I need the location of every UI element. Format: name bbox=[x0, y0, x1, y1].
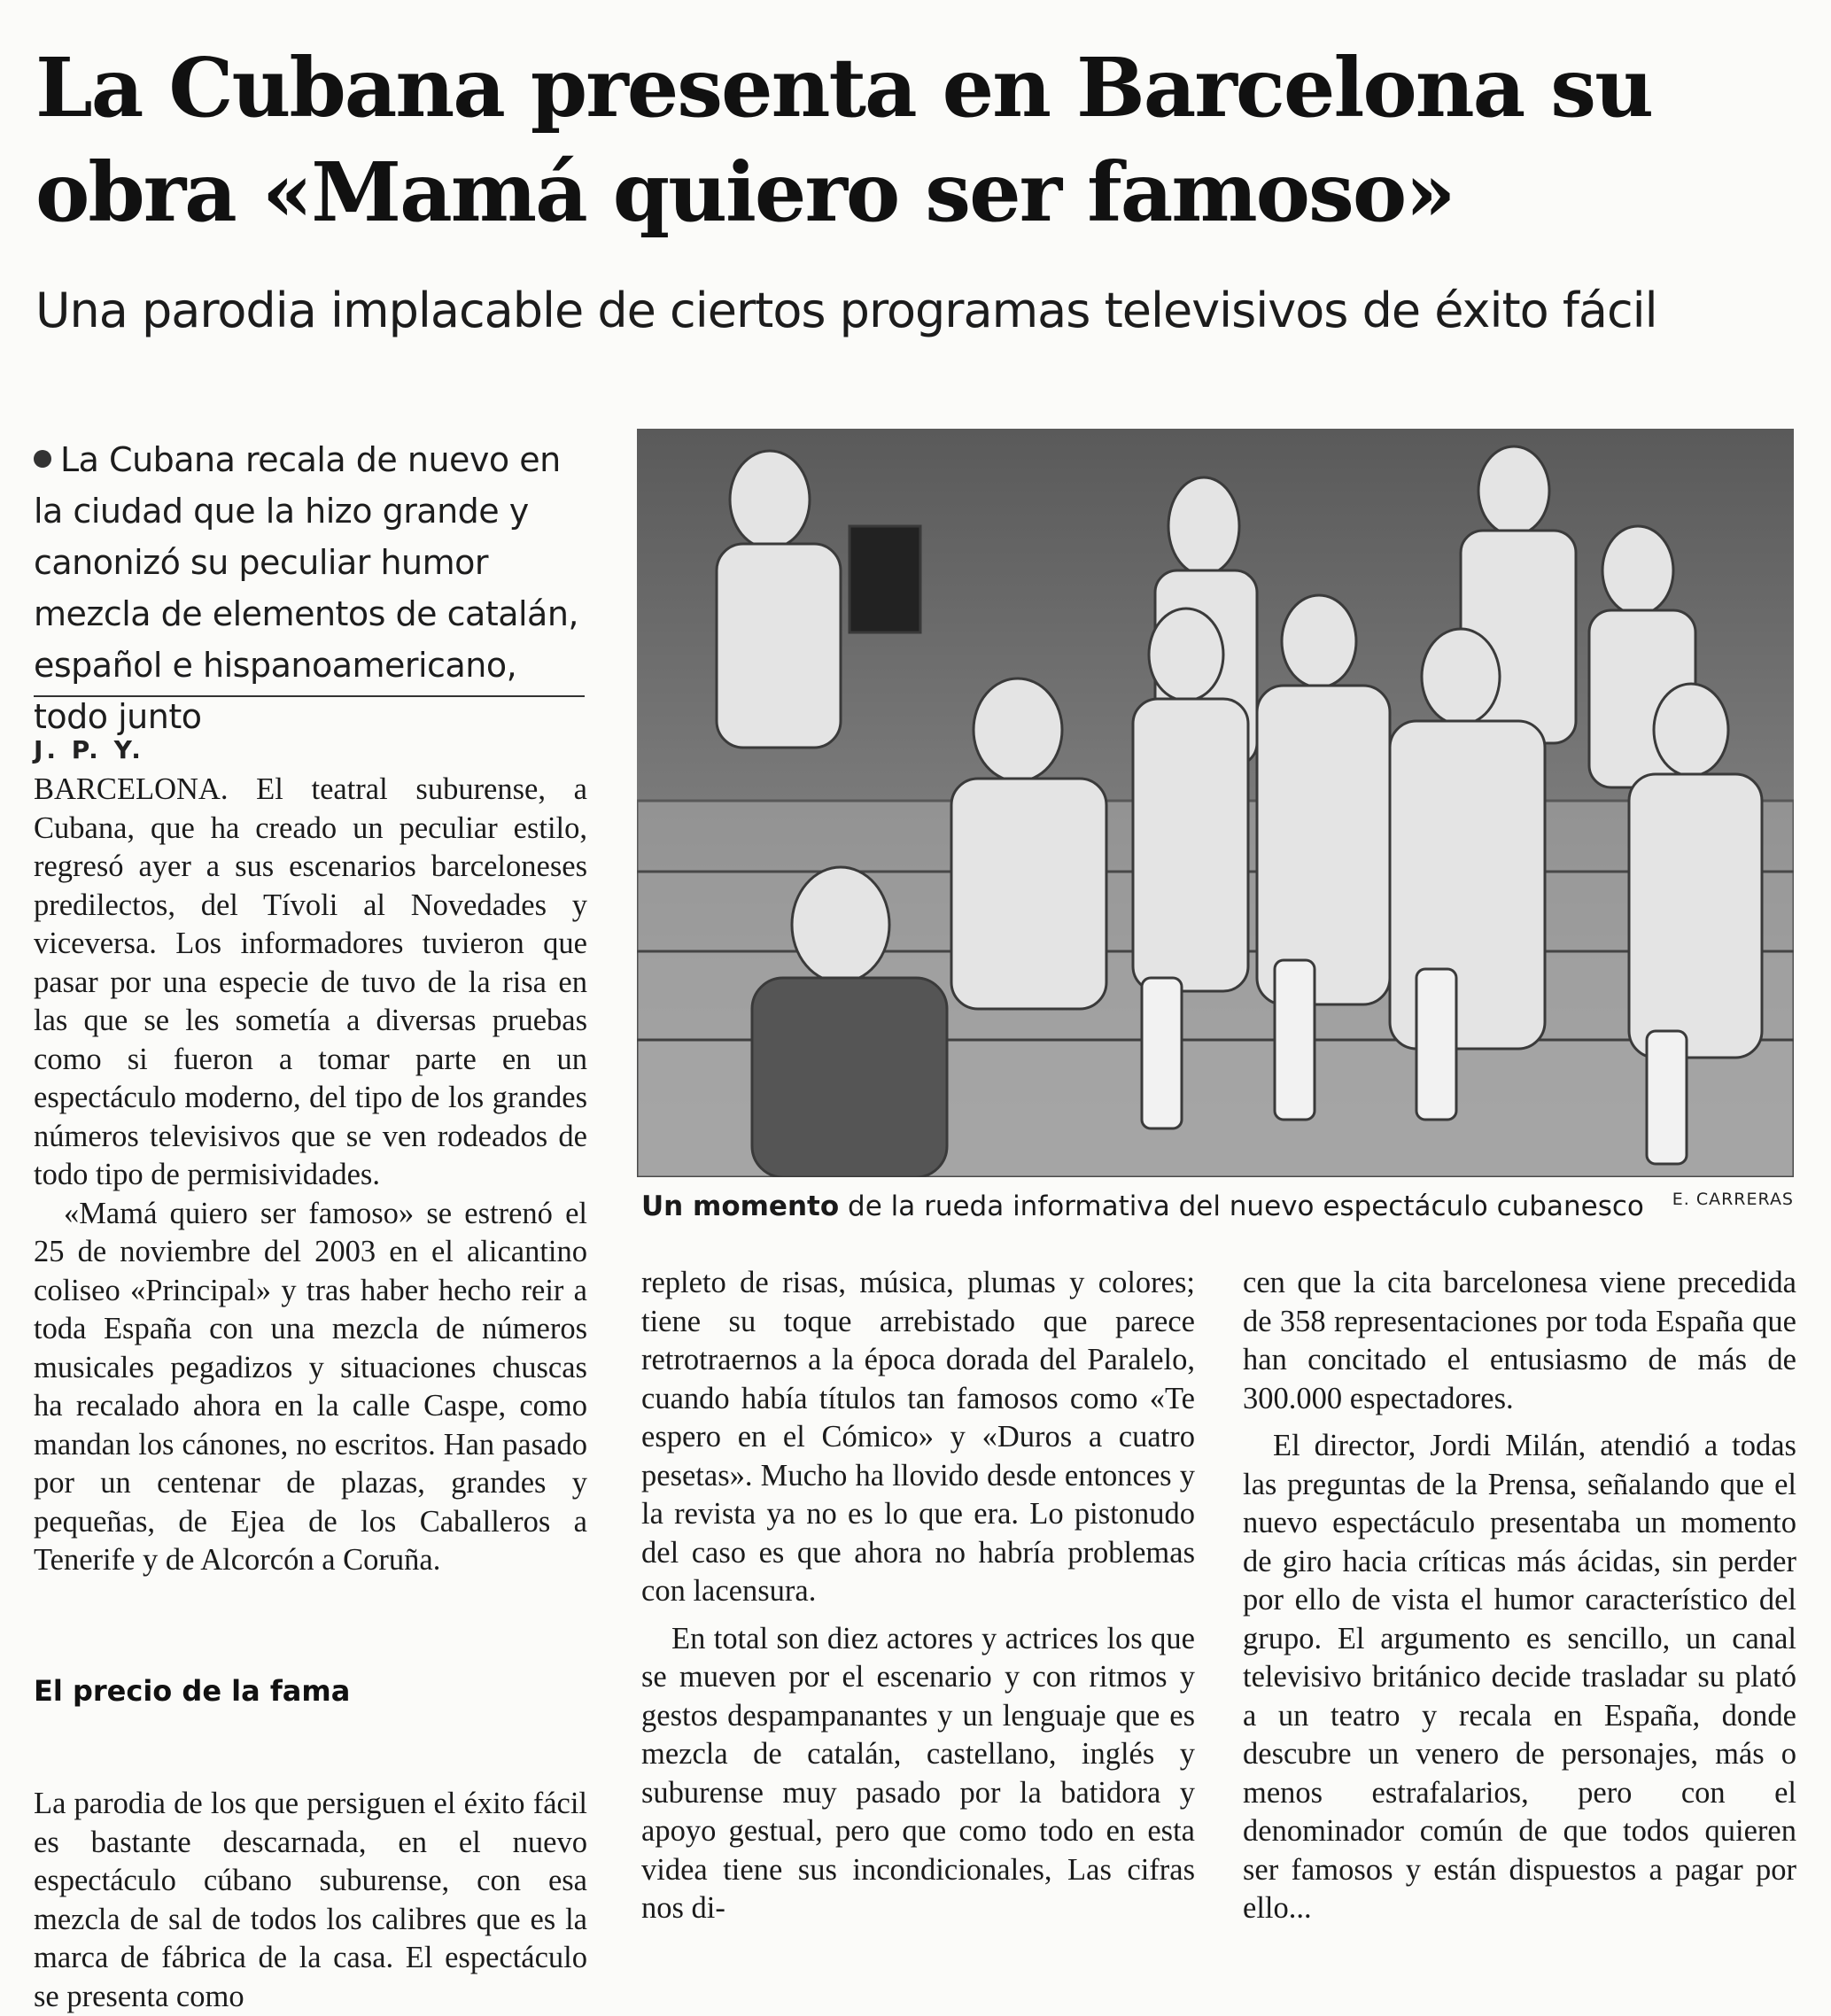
caption-lead: Un momento bbox=[641, 1190, 840, 1222]
body-paragraph-3-part-1: La parodia de los que persiguen el éxito fácil es bastante descarnada, en el nuevo espectáculo cúbano suburense, con esa mezcla de sal de todos los calibres que es la marca de fábrica de la casa. El espectáculo se presenta como bbox=[34, 1787, 587, 2013]
photo-caption bbox=[641, 1189, 1660, 1224]
section-heading: El precio de la fama bbox=[34, 1674, 351, 1708]
headline-line-1: La Cubana presenta en Barcelona su bbox=[35, 40, 1652, 136]
body-paragraph-4-part-2: cen que la cita barcelonesa viene precedida de 358 representaciones por toda España que han concitado el entusiasmo de más de 300.000 espectadores. bbox=[1243, 1266, 1796, 1415]
body-paragraph-3-part-2: repleto de risas, música, plumas y colores; tiene su toque arrebistado que parece retrotraernos a la época dorada del Paralelo, cuando había títulos tan famosos como «Te espero en el Cómico» y «Duros a cuatro pesetas». Mucho ha llovido desde entonces y la revista ya no es lo que era. Lo pistonudo del caso es que ahora no habría problemas con lacensura. bbox=[641, 1266, 1195, 1608]
column-2 bbox=[641, 1264, 1195, 1928]
headline-line-2: obra «Mamá quiero ser famoso» bbox=[35, 144, 1455, 240]
lead-divider bbox=[34, 695, 585, 697]
body-paragraph-1: BARCELONA. El teatral suburense, a Cubana, que ha creado un peculiar estilo, regresó ayer a sus escenarios barceloneses predilectos, del Tívoli al Novedades y viceversa. Los informadores tuvieron que pasar por una especie de tuvo de la risa en las que se les sometía a diversas pruebas como si fueron a tomar parte en un espectáculo moderno, del tipo de los grandes números televisivos que se ven rodeados de todo tipo de permisividades. bbox=[34, 772, 587, 1191]
column-1-top bbox=[34, 771, 587, 1580]
body-paragraph-4-part-1: En total son diez actores y actrices los que se mueven por el escenario y con ritmos y gestos despampanantes y un lenguaje que es mezcla de catalán, castellano, inglés y suburense muy pasado por la batidora y apoyo gestual, pero que como todo en esta videa tiene sus incondicionales, Las cifras nos di- bbox=[641, 1621, 1195, 1925]
caption-text: de la rueda informativa del nuevo espectáculo cubanesco bbox=[839, 1190, 1644, 1222]
photo-illustration bbox=[637, 429, 1794, 1177]
body-paragraph-5: El director, Jordi Milán, atendió a todas las preguntas de la Prensa, señalando que el nuevo espectáculo presentaba un momento de giro hacia críticas más ácidas, sin perder por ello de vista el humor característico del grupo. El argumento es sencillo, un canal televisivo británico decide trasladar su plató a un teatro y recala en España, donde descubre un venero de personajes, más o menos estrafalarios, pero con el denominador común de que todos quieren ser famosos y están dispuestos a pagar por ello... bbox=[1243, 1429, 1796, 1925]
subheadline: Una parodia implacable de ciertos programas televisivos de éxito fácil bbox=[35, 283, 1657, 338]
lead-text: La Cubana recala de nuevo en la ciudad que la hizo grande y canonizó su peculiar humor mezcla de elementos de catalán, español e hispanoamericano, todo junto bbox=[34, 440, 579, 736]
bullet-icon bbox=[34, 450, 51, 468]
headline bbox=[35, 35, 1719, 244]
byline: J. P. Y. bbox=[34, 735, 144, 764]
article-photo bbox=[637, 429, 1794, 1177]
body-paragraph-2: «Mamá quiero ser famoso» se estrenó el 25 de noviembre del 2003 en el alicantino coliseo «Principal» y tras haber hecho reir a toda España con una mezcla de números musicales pegadizos y situaciones chuscas ha recalado ahora en la calle Caspe, como mandan los cánones, no escritos. Han pasado por un centenar de plazas, grandes y pequeñas, de Ejea de los Caballeros a Tenerife y de Alcorcón a Coruña. bbox=[34, 1196, 587, 1577]
column-3 bbox=[1243, 1264, 1796, 1928]
column-1-bottom bbox=[34, 1785, 587, 2016]
photo-credit: E. CARRERAS bbox=[1672, 1190, 1794, 1209]
